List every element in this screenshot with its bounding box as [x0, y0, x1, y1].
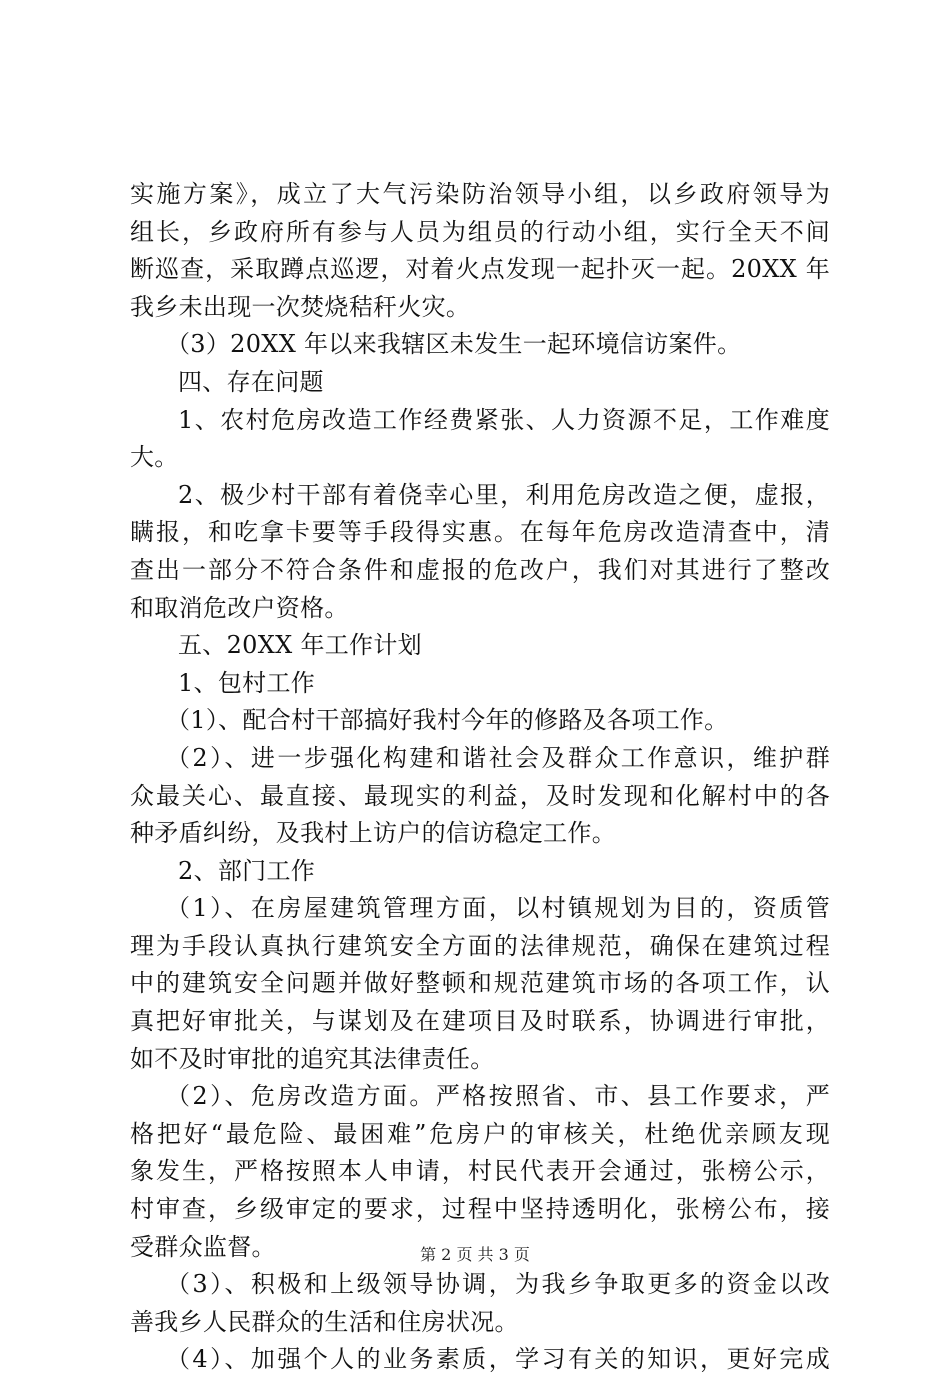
text-line: 实施方案》，成立了大气污染防治领导小组，以乡政府领导为 [130, 180, 830, 208]
text-line: 1、农村危房改造工作经费紧张、人力资源不足，工作难度 [178, 405, 830, 434]
text-line: 大。 [130, 443, 179, 472]
text-line: 查出一部分不符合条件和虚报的危改户，我们对其进行了整改 [130, 555, 830, 584]
text-line: （2）、进一步强化构建和谐社会及群众工作意识，维护群 [166, 743, 830, 772]
document-body [130, 176, 830, 1379]
text-line: 善我乡人民群众的生活和住房状况。 [130, 1307, 519, 1336]
text-line: 种矛盾纠纷，及我村上访户的信访稳定工作。 [130, 819, 616, 848]
text-line: （3）、积极和上级领导协调，为我乡争取更多的资金以改 [166, 1270, 830, 1299]
text-line: 象发生，严格按照本人申请，村民代表开会通过，张榜公示， [130, 1157, 830, 1186]
text-line: 断巡查，采取蹲点巡逻，对着火点发现一起扑灭一起。20XX 年 [130, 255, 830, 284]
text-line: 众最关心、最直接、最现实的利益，及时发现和化解村中的各 [130, 781, 830, 810]
text-line: 组长，乡政府所有参与人员为组员的行动小组，实行全天不间 [130, 217, 830, 246]
text-line: （1）、配合村干部搞好我村今年的修路及各项工作。 [166, 706, 729, 735]
text-line: 五、20XX 年工作计划 [178, 631, 422, 660]
text-line: （1）、在房屋建筑管理方面，以村镇规划为目的，资质管 [166, 894, 830, 923]
text-line: 格把好“最危险、最困难”危房户的审核关，杜绝优亲顾友现 [130, 1119, 830, 1148]
text-line: 四、存在问题 [178, 367, 324, 396]
text-line: 中的建筑安全问题并做好整顿和规范建筑市场的各项工作，认 [130, 969, 830, 998]
text-line: 瞒报，和吃拿卡要等手段得实惠。在每年危房改造清查中，清 [130, 518, 830, 547]
text-line: 受群众监督。 [130, 1232, 276, 1261]
text-line: 村审查，乡级审定的要求，过程中坚持透明化，张榜公布，接 [130, 1195, 830, 1224]
text-line: （4）、加强个人的业务素质，学习有关的知识，更好完成 [166, 1345, 830, 1374]
text-line: （2）、危房改造方面。严格按照省、市、县工作要求，严 [166, 1082, 830, 1111]
text-line: 如不及时审批的追究其法律责任。 [130, 1044, 495, 1073]
text-line: 和取消危改户资格。 [130, 593, 349, 622]
text-line: 2、部门工作 [178, 856, 316, 885]
text-line: 真把好审批关，与谋划及在建项目及时联系，协调进行审批， [130, 1007, 830, 1036]
page-footer: 第 2 页 共 3 页 [420, 1245, 530, 1264]
text-line: （3）20XX 年以来我辖区未发生一起环境信访案件。 [166, 330, 742, 359]
text-line: 1、包村工作 [178, 668, 316, 697]
text-line: 理为手段认真执行建筑安全方面的法律规范，确保在建筑过程 [130, 931, 830, 960]
text-line: 2、极少村干部有着侥幸心里，利用危房改造之便，虚报， [178, 480, 830, 509]
text-line: 我乡未出现一次焚烧秸秆火灾。 [130, 292, 471, 321]
